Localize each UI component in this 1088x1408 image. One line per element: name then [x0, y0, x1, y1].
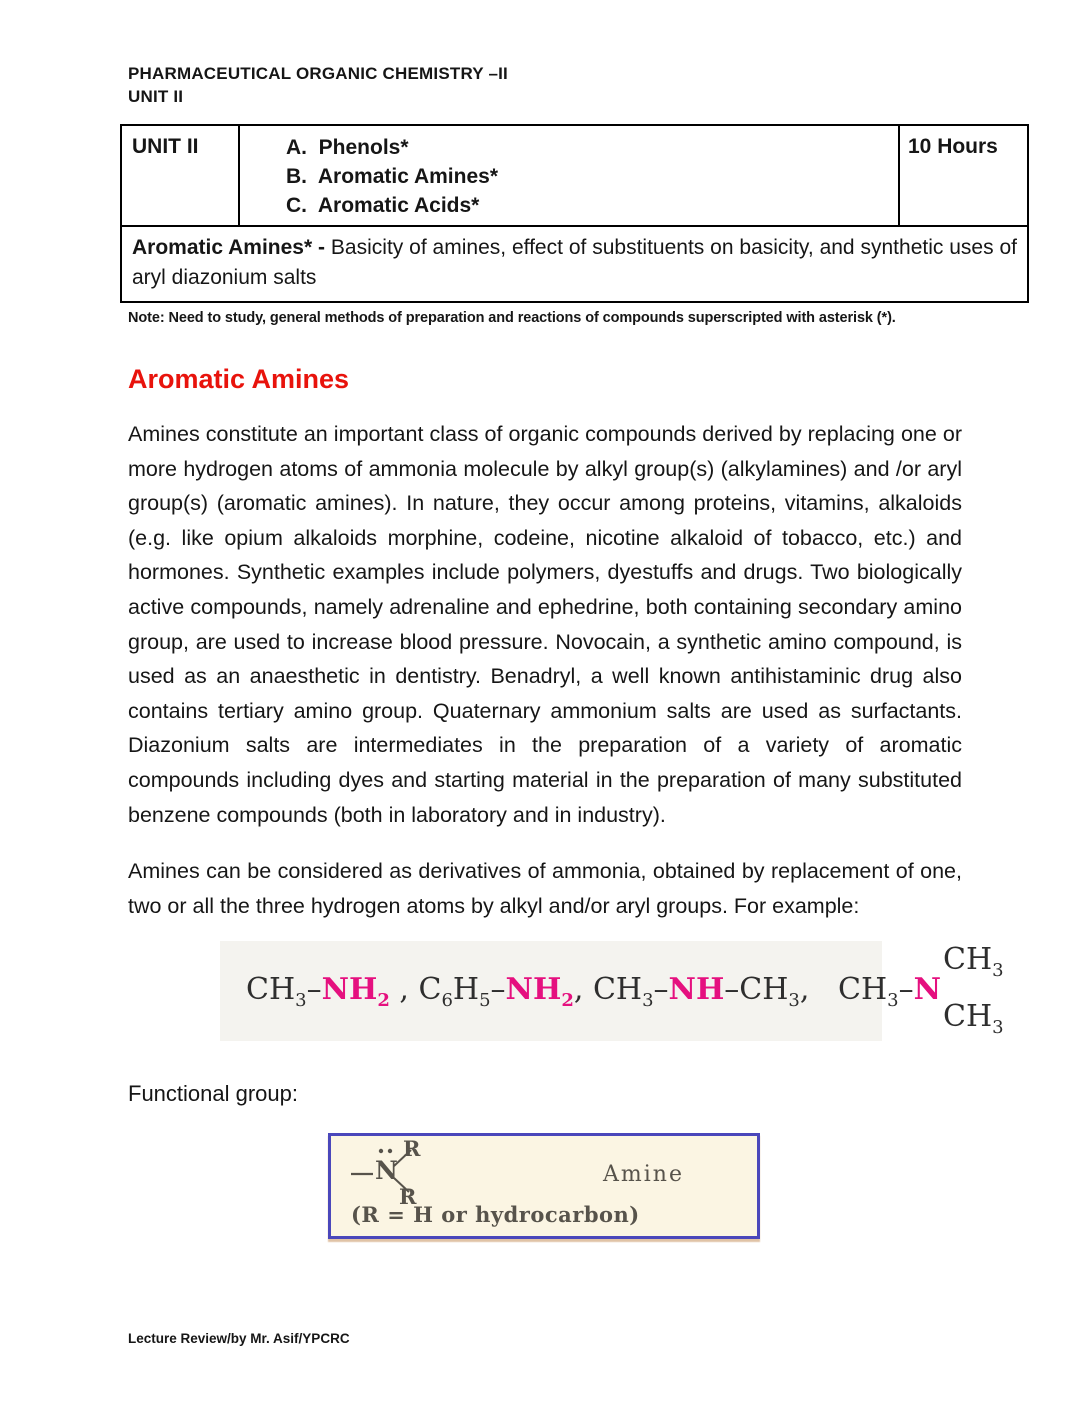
paragraph-amines-intro: Amines constitute an important class of organic compounds derived by replacing one or more hydrogen atoms of ammonia molecule by alkyl group(s) (alkylamines) and /or aryl group(s) (aromatic amines). In nature, they occur among proteins, vitamins, alkaloids (e.g. like opium alkaloids morphine, codeine, nicotine alkaloid of tobacco, etc.) and hormones. Synthetic examples include polymers, dyestuffs and drugs. Two biologically active compounds, namely adrenaline and ephedrine, both containing secondary amino group, are used to increase blood pressure. Novocain, a synthetic amino compound, is used as an anaesthetic in dentistry. Benadryl, a well known antihistaminic drug also contains tertiary amino group. Quaternary ammonium salts are used as surfactants. Diazonium salts are intermediates in the preparation of a variety of aromatic compounds including dyes and starting material in the preparation of many substituted benzene compounds (both in laboratory and in industry). — [128, 422, 962, 827]
branch-labels — [943, 942, 1004, 1039]
syllabus-table — [120, 124, 1029, 303]
formula-part: , — [799, 971, 839, 1007]
formula-amine-part: $NH_2$ — [505, 971, 574, 1011]
paragraph-amines-derivatives: Amines can be considered as derivatives of ammonia, obtained by replacement of one, two or all the three hydrogen atoms by alkyl and/or aryl groups. For example: — [128, 859, 962, 918]
amine-formula-figure — [220, 941, 1004, 1041]
document-header — [128, 62, 962, 108]
hours-cell: 10 Hours — [899, 125, 1028, 226]
formula-part: – — [490, 971, 506, 1007]
study-note: Note: Need to study, general methods of preparation and reactions of compounds superscripted with asterisk (*). — [128, 310, 896, 326]
section-heading: Aromatic Amines — [128, 364, 350, 394]
topic-aromatic-acids: C. Aromatic Acids* — [286, 194, 480, 217]
description-cell — [121, 226, 1028, 302]
page-footer: Lecture Review/by Mr. Asif/YPCRC — [128, 1331, 350, 1346]
formula-part: $C_6$ — [418, 971, 453, 1011]
r-group-bottom: R — [399, 1184, 417, 1210]
branch-methyl-bottom: $CH_3$ — [943, 999, 1004, 1039]
table-row — [121, 226, 1028, 302]
topics-cell — [239, 125, 899, 226]
formula-part: , — [389, 971, 419, 1007]
r-group-top: R — [403, 1136, 421, 1162]
unit-cell: UNIT II — [121, 125, 239, 226]
formula-amine-part: NH — [668, 971, 725, 1007]
description-text: Basicity of amines, effect of substituents on basicity, and synthetic uses of aryl diazonium salts — [132, 236, 1018, 289]
amine-label: Amine — [603, 1162, 684, 1188]
topic-phenols: A. Phenols* — [286, 136, 409, 159]
nitrogen-atom: N — [375, 1156, 398, 1186]
r-definition-caption: (R = H or hydrocarbon) — [351, 1202, 640, 1228]
formula-part: , — [573, 971, 593, 1007]
branch-methyl-top: $CH_3$ — [943, 942, 1004, 982]
unit-title: UNIT II — [128, 87, 184, 106]
formula-segments — [246, 972, 941, 1011]
formula-part: $H_5$ — [452, 971, 491, 1011]
table-row — [121, 125, 1028, 226]
formula-part: $CH_3$ — [838, 971, 899, 1011]
formula-part: – — [898, 971, 914, 1007]
topic-aromatic-amines: B. Aromatic Amines* — [286, 165, 498, 188]
formula-part: $CH_3$ — [739, 971, 800, 1011]
formula-part: – — [724, 971, 740, 1007]
formula-part: $CH_3$ — [592, 971, 654, 1011]
amine-functional-group-figure — [328, 1133, 760, 1239]
description-topic: Aromatic Amines* - — [132, 236, 331, 259]
formula-part: – — [306, 971, 322, 1007]
formula-amine-part: $NH_2$ — [321, 971, 390, 1011]
formula-part: – — [653, 971, 669, 1007]
functional-group-label: Functional group: — [128, 1081, 298, 1107]
formula-part: $CH_3$ — [246, 971, 307, 1011]
course-title: PHARMACEUTICAL ORGANIC CHEMISTRY –II — [128, 64, 508, 83]
page-content — [128, 62, 1018, 1239]
formula-amine-part: N — [913, 971, 942, 1007]
